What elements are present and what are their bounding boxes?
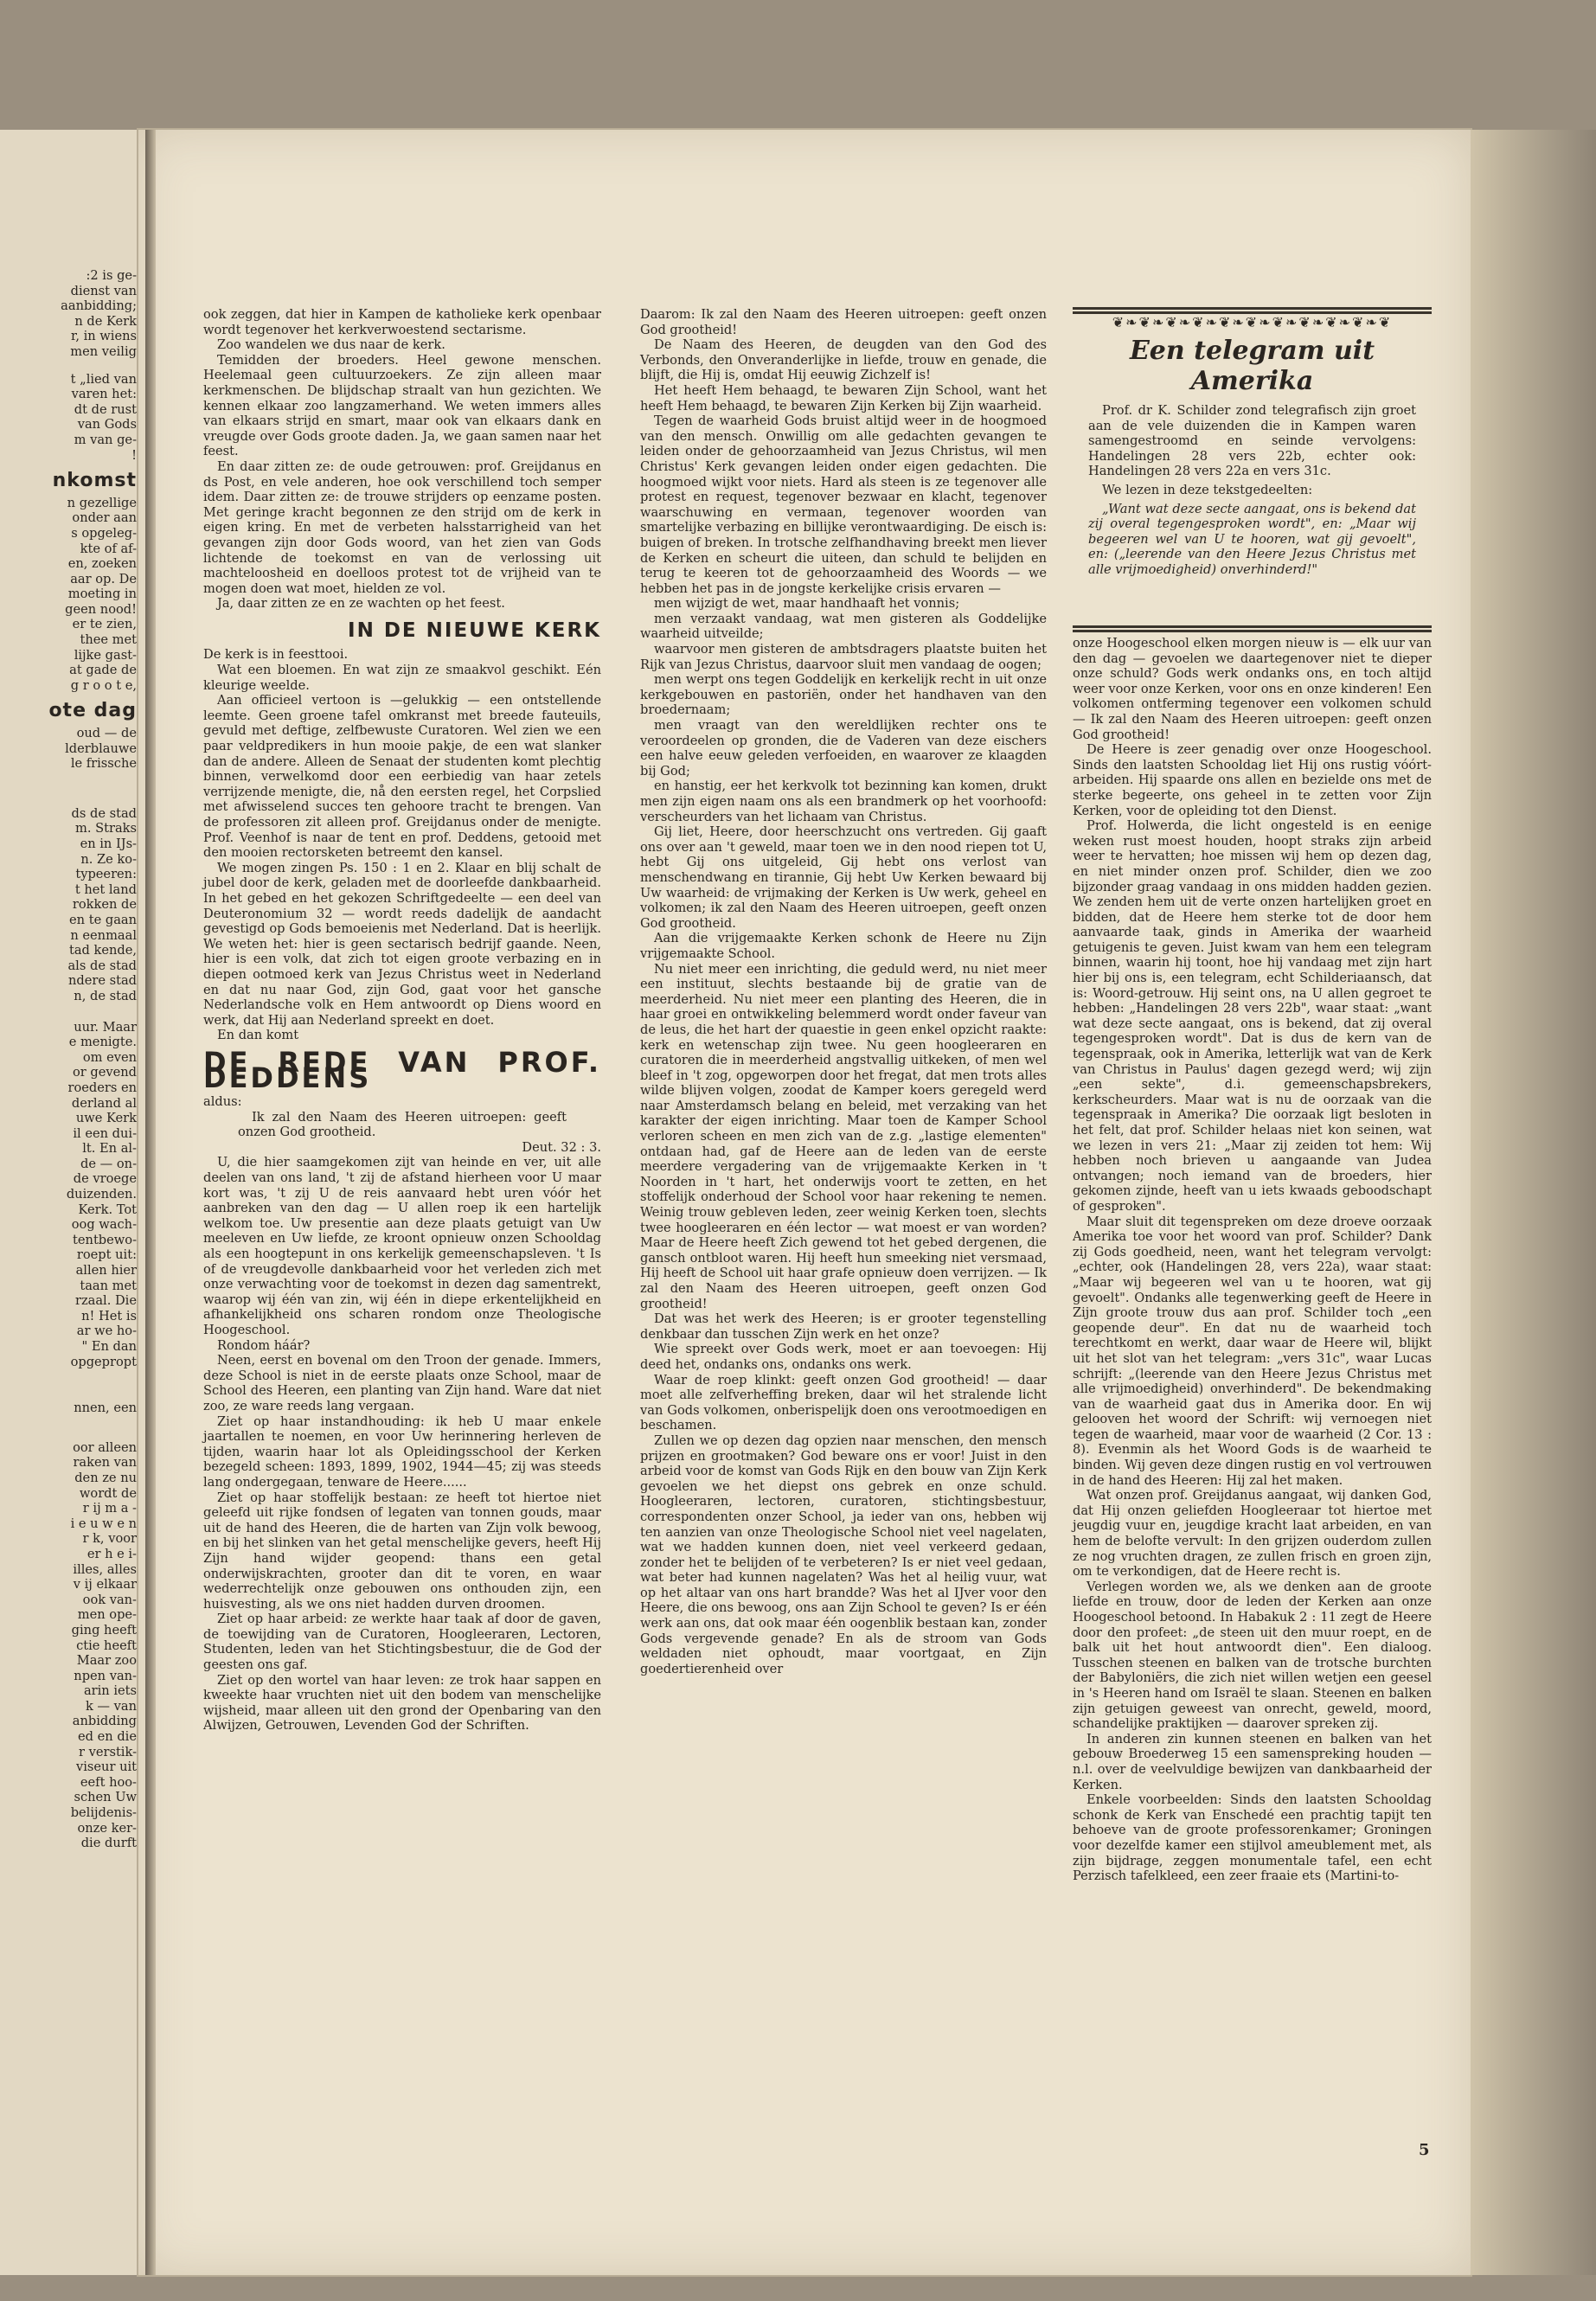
page-number: 5 bbox=[1419, 2141, 1430, 2159]
strip-heading: nkomst bbox=[52, 470, 137, 492]
strip-line: van Gods bbox=[77, 417, 137, 433]
ornament-border-top-icon: ❦❧❦❧❦❧❦❧❦❧❦❧❦❧❦❧❦❧❦❧❦ bbox=[1112, 314, 1393, 330]
strip-line: m van ge- bbox=[74, 432, 137, 447]
col2-para-11: Gij liet, Heere, door heerschzucht ons vertreden. Gij gaaft ons over aan 't geweld, maar toen we in den nood riepen tot U, hebt Gij ons uitgeleid, Gij hebt ons verlost van menschendwang en tirannie, Gij hebt Uw Kerken bewaard bij Uw waarheid: de vrijmaking der Kerken is Uw werk, geheel en volkomen; ik zal den Naam des Heeren uitroepen, geeft onzen God grootheid. bbox=[640, 824, 1047, 931]
strip-line: als de stad bbox=[67, 958, 137, 973]
strip-line: n gezellige bbox=[67, 495, 137, 510]
col1-para-9: We mogen zingen Ps. 150 : 1 en 2. Klaar en blij schalt de jubel door de kerk, geladen met de doorleefde dankbaarheid. In het gebed en het gekozen Schriftgedeelte — een deel van Deuteronomium 32 — wordt reeds dadelijk de aandacht gevestigd op Gods bemoeienis met Nederland. Dat is heerlijk. We weten het: hier is geen sectarisch bedrijf gaande. Neen, hier is een volk, dat zich tot eigen groote verbazing en in diepen ootmoed kerk van Jezus Christus weet in Nederland en dat nu naar God, zijn God, gaat voor het gansche Nederlandsche volk en Hem antwoordt op Diens woord en werk, dat Hij aan Nederland spreekt en doet. bbox=[203, 860, 601, 1028]
strip-line: ! bbox=[131, 447, 137, 463]
strip-line: en, zoeken bbox=[67, 556, 137, 572]
column-4 bbox=[1073, 636, 1432, 1884]
strip-line: roept uit: bbox=[76, 1247, 137, 1263]
col4-para-6: Verlegen worden we, als we denken aan de groote liefde en trouw, door de leden der Kerken aan onze Hoogeschool betoond. In Habakuk 2 : 11 zegt de Heere door den profeet: „de steen uit den muur roept, en de balk uit het hout antwoordt dien". Een dialoog. Tusschen steenen en balken van de trotsche burchten der Babyloniërs, die zich niet willen wetjen een geesel in 's Heeren hand om Israël te slaan. Steenen en balken zijn getuigen geweest van onrecht, geweld, moord, schandelijke praktijken — daarover spreken zij. bbox=[1073, 1579, 1432, 1732]
col2-para-8: men werpt ons tegen Goddelijk en kerkelijk recht in uit onze kerkgebouwen en pastoriën, onder het handhaven van den broedernaam; bbox=[640, 672, 1047, 718]
strip-line: varen het: bbox=[71, 387, 137, 402]
strip-line: r k, voor bbox=[82, 1531, 137, 1547]
column-2 bbox=[640, 307, 1047, 1676]
strip-line: men veilig bbox=[70, 343, 137, 359]
col4-para-5: Wat onzen prof. Greijdanus aangaat, wij danken God, dat Hij onzen geliefden Hoogleeraar tot hiertoe met jeugdig vuur en, jeugdige kracht laat arbeiden, en van hem de belofte vervult: In den grijzen ouderdom zullen ze nog vruchten dragen, ze zullen frisch en groen zijn, om te verkondigen, dat de Heere recht is. bbox=[1073, 1488, 1432, 1580]
strip-line: en te gaan bbox=[69, 912, 137, 927]
strip-line: k — van bbox=[85, 1698, 137, 1714]
strip-line: r ij m a - bbox=[82, 1501, 137, 1516]
strip-line: uwe Kerk bbox=[75, 1111, 137, 1126]
strip-line: rzaal. Die bbox=[74, 1293, 137, 1309]
col1-para-15: Ziet op haar stoffelijk bestaan: ze heeft tot hiertoe niet geleefd uit rijke fondsen of legaten van tonnen gouds, maar uit de hand des Heeren, die de harten van Zijn volk bewoog, en bij het slinken van het getal menschelijke gevers, heeft Hij Zijn hand wijder geopend: thans een getal onderwijskrachten, grooter dan dit te voren, en waar wederrechtelijk onze gebouwen ons onthouden zijn, een huisvesting, als we ons niet hadden durven droomen. bbox=[203, 1490, 601, 1612]
strip-line: schen Uw bbox=[74, 1790, 137, 1805]
strip-line: dienst van bbox=[70, 283, 137, 298]
strip-line: ds de stad bbox=[71, 805, 137, 821]
col2-para-2: De Naam des Heeren, de deugden van den God des Verbonds, den Onveranderlijke in liefde, trouw en genade, die blijft, die Hij is, omdat Hij eeuwig Zichzelf is! bbox=[640, 337, 1047, 383]
col4-para-3: Prof. Holwerda, die licht ongesteld is en eenige weken rust moest houden, hoopt straks zijn arbeid weer te hervatten; hoe missen wij hem op dezen dag, en niet minder onzen prof. Schilder, dien we zoo bijzonder graag vandaag in ons midden hadden gezien. We zenden hem uit de verte onzen hartelijken groet en bidden, dat de Heere hem sterke tot de door hem aanvaarde taak, ginds in Amerika der waarheid getuigenis te geven. Juist kwam van hem een telegram binnen, waarin hij toont, hoe hij vandaag met zijn hart hier bij ons is, een telegram, echt Schilderiaansch, dat is: Woord-getrouw. Hij seint ons, na U allen gegroet te hebben: „Handelingen 28 vers 22b", waar staat: „want wat deze secte aangaat, ons is bekend, dat zij overal tegengesproken wordt". Dat is dus de kern van de tegenspraak, ook in Amerika, letterlijk wat van de Kerk van Christus in Paulus' dagen gezegd werd; wij zijn „een sekte", d.i. gemeenschapsbrekers, kerkscheurders. Maar wat is nu de oorzaak van die tegenspraak in Amerika? Die oorzaak ligt besloten in het felt, dat prof. Schilder helaas niet kon seinen, wat we lezen in vers 21: „Maar zij zeiden tot hem: Wij hebben noch brieven u aangaande van Judea ontvangen; noch iemand van de broeders, hier gekomen zijnde, heeft van u iets kwaads geboodschapt of gesproken". bbox=[1073, 818, 1432, 1214]
strip-line: t „lied van bbox=[70, 371, 137, 387]
col2-para-14: Dat was het werk des Heeren; is er grooter tegenstelling denkbaar dan tusschen Zijn werk en het onze? bbox=[640, 1311, 1047, 1342]
strip-line: duizenden. bbox=[66, 1187, 137, 1202]
strip-line: oog wach- bbox=[71, 1217, 137, 1233]
strip-line: die durft bbox=[80, 1836, 137, 1851]
strip-line: oud — de bbox=[76, 726, 137, 741]
col1-para-5: Ja, daar zitten ze en ze wachten op het feest. bbox=[217, 596, 505, 612]
strip-line: g r o o t e, bbox=[70, 677, 137, 693]
strip-line: ging heeft bbox=[71, 1622, 137, 1638]
strip-line: n. Ze ko- bbox=[80, 851, 137, 867]
strip-line: nnen, een bbox=[74, 1400, 137, 1416]
strip-line: Maar zoo bbox=[76, 1653, 137, 1669]
strip-line: arin iets bbox=[83, 1683, 137, 1699]
column-1 bbox=[203, 307, 601, 1734]
strip-line: n de Kerk bbox=[74, 313, 137, 329]
col2-para-13: Nu niet meer een inrichting, die geduld werd, nu niet meer een instituut, slechts bestaande bij de gratie van de meerderheid. Nu niet meer een planting des Heeren, die in haar groei en ontwikkeling belemmerd wordt onder faveur van de leus, die het hart der quaestie in geen enkel opzicht raakte: kerk en wetenschap zijn twee. Nu geen hoogleeraren en curatoren die in meerderheid angstvallig uitkeken, of men wel bleef in 't zog, opgeworpen door het fregat, dat men trots alles wilde blijven volgen, zoodat de Kamper koers geregeld werd naar Amsterdamsch belang en beleid, met verzaking van het karakter der eigen inrichting. Maar toen de Kamper School verloren scheen en men zich van de z.g. „lastige elementen" ontdaan had, gaf de Heere aan de leden van de eerste meerdere vergadering van de vrijgemaakte Kerken in 't Noorden in 't hart, het onderwijs voort te zetten, en het stoffelijk onderhoud der School voor haar rekening te nemen. Weinig trouw gebleven leden, zeer weinig Kerken toen, slechts twee hoogleeraren en één lector — wat moest er van worden? Maar de Heere heeft Zich gewend tot het gebed dergenen, die gansch ontbloot waren. Hij heeft hun smeeking niet versmaad, Hij heeft de School uit haar grafe opnieuw doen verrijzen. — Ik zal den Naam des Heeren uitroepen, geeft onzen God grootheid! bbox=[640, 961, 1047, 1311]
strip-line: n! Het is bbox=[81, 1308, 137, 1324]
col2-para-10: en hanstig, eer het kerkvolk tot bezinning kan komen, drukt men zijn eigen naam ons als een brandmerk op het voorhoofd: verscheurders van het lichaam van Christus. bbox=[640, 779, 1047, 824]
col1-para-6: De kerk is in feesttooi. bbox=[203, 647, 349, 663]
col4-para-2: De Heere is zeer genadig over onze Hoogeschool. Sinds den laatsten Schooldag liet Hij ons rustig vóórt-arbeiden. Hij spaarde ons allen en bezielde ons met de sterke begeerte, ons geheel in te zetten voor Zijn Kerken, voor de opleiding tot den Dienst. bbox=[1073, 742, 1432, 818]
strip-line: :2 is ge- bbox=[86, 268, 137, 283]
strip-line: " En dan bbox=[81, 1339, 137, 1354]
col1-para-16: Ziet op haar arbeid: ze werkte haar taak af door de gaven, de toewijding van de Curatoren, Hoogleeraren, Lectoren, Studenten, leden van het Stichtingsbestuur, die de God der geesten ons gaf. bbox=[203, 1612, 601, 1673]
strip-line: ook van- bbox=[82, 1592, 137, 1607]
strip-line: er te zien, bbox=[72, 617, 137, 632]
strip-line: den ze nu bbox=[74, 1470, 137, 1485]
strip-line: tentbewo- bbox=[73, 1232, 137, 1247]
col4-para-1: onze Hoogeschool elken morgen nieuw is — elk uur van den dag — gevoelen we daartegenover niet te dieper onze schuld? Gods werk ondanks ons, en toch altijd weer voor onze Kerken, voor ons en onze kinderen! Een volkomen ontferming tegenover een volkomen schuld — Ik zal den Naam des Heeren uitroepen: geeft onzen God grootheid! bbox=[1073, 636, 1432, 742]
strip-line: n, de stad bbox=[74, 988, 137, 1003]
col2-para-5: men wijzigt de wet, maar handhaaft het vonnis; bbox=[654, 596, 960, 612]
col1-quote-ref: Deut. 32 : 3. bbox=[522, 1139, 601, 1155]
strip-line: onder aan bbox=[72, 510, 137, 526]
strip-line: typeeren: bbox=[75, 867, 137, 882]
col2-para-15: Wie spreekt over Gods werk, moet er aan toevoegen: Hij deed het, ondanks ons, ondanks ons werk. bbox=[640, 1342, 1047, 1372]
strip-line: lderblauwe bbox=[65, 740, 137, 756]
col1-para-4: En daar zitten ze: de oude getrouwen: prof. Greijdanus en ds Post, en vele anderen, hoe ook verschillend toch semper idem. Daar zitten ze: de trouwe strijders op eenzame posten. Met geringe kracht begonnen ze den strijd om de kerk in eigen kring. En met de verbeten halsstarrigheid van het gevangen zijn door Gods woord, van het zien van Gods lichtende de toekomst en van de verlossing uit machteloosheid en doelloos protest tot de vrijheid van te mogen doen wat moet, hielden ze vol. bbox=[203, 458, 601, 596]
col2-para-9: men vraagt van den wereldlijken rechter ons te veroordeelen op gronden, die de Vaderen van deze eischers een halve eeuw geleden verfoeiden, en waarover ze klaagden bij God; bbox=[640, 718, 1047, 779]
strip-line: r verstik- bbox=[78, 1744, 137, 1759]
col1-para-17: Ziet op den wortel van haar leven: ze trok haar sappen en kweekte haar vruchten niet uit den bodem van menschelijke wijsheid, maar alleen uit den grond der Openbaring van den Alwijzen, Getrouwen, Levenden God der Schriften. bbox=[203, 1672, 601, 1734]
col1-para-12: Rondom háár? bbox=[217, 1337, 311, 1353]
cropped-left-column bbox=[7, 268, 137, 1851]
strip-line: men ope- bbox=[77, 1607, 137, 1623]
col4-para-8: Enkele voorbeelden: Sinds den laatsten Schooldag schonk de Kerk van Enschedé een prachtig tapijt ten behoeve van de groote professorenkamer; Groningen voor dezelfde kamer een stijlvol ameublement met, als zijn bijdrage, zeggen monumentale tafel, een echt Perzisch tafelkleed, een zeer fraaie ets (Martini-to- bbox=[1073, 1792, 1432, 1884]
strip-line: er h e i- bbox=[87, 1546, 137, 1561]
strip-line: lijke gast- bbox=[74, 647, 137, 663]
strip-line: le frissche bbox=[70, 756, 137, 772]
strip-line: at gade de bbox=[69, 663, 137, 678]
telegram-para-1: Prof. dr K. Schilder zond telegrafisch zijn groet aan de vele duizenden die in Kampen waren samengestroomd en seinde vervolgens: Handelingen 28 vers 22b, echter ook: Handelingen 28 vers 22a en vers 31c. bbox=[1088, 403, 1416, 479]
strip-line: moeting in bbox=[67, 586, 137, 602]
strip-line: i e u w e n bbox=[70, 1516, 137, 1531]
col2-para-6: men verzaakt vandaag, wat men gisteren als Goddelijke waarheid uitveilde; bbox=[640, 611, 1047, 642]
strip-line: dt de rust bbox=[74, 401, 137, 417]
strip-line: ndere stad bbox=[67, 973, 137, 989]
strip-line: n eenmaal bbox=[70, 927, 137, 943]
strip-line: belijdenis- bbox=[70, 1805, 137, 1821]
strip-line: taan met bbox=[80, 1278, 137, 1293]
strip-line: raken van bbox=[73, 1455, 137, 1471]
col1-para-2: Zoo wandelen we dus naar de kerk. bbox=[217, 337, 445, 353]
col2-para-7: waarvoor men gisteren de ambtsdragers plaatste buiten het Rijk van Jezus Christus, daarvoor sluit men vandaag de oogen; bbox=[640, 642, 1047, 672]
strip-line: roeders en bbox=[67, 1080, 137, 1095]
col1-para-10: En dan komt bbox=[217, 1028, 299, 1043]
strip-line: uur. Maar bbox=[74, 1019, 137, 1035]
page-edge bbox=[1471, 130, 1596, 2275]
telegram-quote: „Want wat deze secte aangaat, ons is bekend dat zij overal tegengesproken wordt", en: „Maar wij begeeren wel van U te hooren, wat gij gevoelt", en: („leerende van den Heere Jezus Christus met alle vrijmoedigheid) onverhinderd!" bbox=[1088, 501, 1416, 577]
telegram-para-2: We lezen in deze tekstgedeelten: bbox=[1102, 482, 1313, 497]
strip-line: kte of af- bbox=[80, 541, 137, 556]
col1-para-8: Aan officieel vertoon is —gelukkig — een ontstellende leemte. Geen groene tafel omkranst met breede fauteuils, gevuld met deftige, zelfbewuste Curatoren. Wel zien we een paar veldpredikers in hun mooie pakje, de een wat slanker dan de andere. Alleen de Senaat der studenten komt plechtig binnen, verwelkomd door een eerbiedig van haar zetels verrijzende menigte, die, nå den eersten regel, het Corpslied met afwisselend succes ten gehoore tracht te brengen. Van de professoren zit alleen prof. Greijdanus onder de menigte. Prof. Veenhof is naar de tent en prof. Deddens, getooid met den mooien rectorsketen betreemt den kansel. bbox=[203, 693, 601, 861]
page-fold bbox=[145, 130, 156, 2275]
strip-line: derland al bbox=[71, 1095, 137, 1111]
strip-line: geen nood! bbox=[65, 601, 137, 617]
strip-line: or gevend bbox=[72, 1065, 137, 1080]
col1-para-13: Neen, eerst en bovenal om den Troon der genade. Immers, deze School is niet in de eerste plaats onze School, maar de School des Heeren, een planting van Zijn hand. Ware dat niet zoo, ze ware reeds lang vergaan. bbox=[203, 1353, 601, 1413]
telegram-title: Een telegram uit Amerika bbox=[1129, 336, 1375, 396]
heading-rede-deddens: DE REDE VAN PROF. DEDDENS bbox=[203, 1045, 601, 1094]
telegram-box bbox=[1073, 307, 1432, 632]
strip-line: oor alleen bbox=[73, 1439, 137, 1455]
strip-line: thee met bbox=[80, 632, 137, 648]
strip-line: ar we ho- bbox=[76, 1324, 137, 1339]
col1-para-11: U, die hier saamgekomen zijt van heinde en ver, uit alle deelen van ons land, 't zij de afstand hierheen voor U maar kort was, 't zij U de reis aanvaard hebt uren vóór het aanbreken van den dag — U allen roep ik een hartelijk welkom toe. Uw presentie aan deze plaats getuigt van Uw meeleven en Uw liefde, ze kroont opnieuw onzen Schooldag als een hoogtepunt in ons kerkelijk gemeenschapsleven. 't Is of de vreugdevolle dankbaarheid voor het verleden zich met onze verwachting voor de toekomst in dezen dag samentrekt, waarop wij één van zin, wij één in diepe erkentelijkheid en afhankelijkheid ons scharen rondom onze Theologische Hoogeschool. bbox=[203, 1155, 601, 1337]
strip-line: onze ker- bbox=[77, 1820, 137, 1836]
col2-para-17: Zullen we op dezen dag opzien naar menschen, den mensch prijzen en grootmaken? God beware ons er voor! Juist in den arbeid voor de komst van Gods Rijk en den bouw van Zijn Kerk gevoelen we het diepst ons gebrek en onze schuld. Hoogleeraren, lectoren, curatoren, stichtingsbestuur, correspondenten onzer School, ja ieder van ons, hebben wij ten aanzien van onze Theologische School niet veel nagelaten, wat we hadden kunnen doen, niet veel verkeerd gedaan, zonder het te belijden of te verbeteren? Is er niet veel gedaan, wat beter had kunnen nagelaten? Was het al heilig vuur, wat op het altaar van ons hart brandde? Was het al IJver voor den Heere, die ons bewoog, ons aan Zijn School te geven? Is er één werk aan ons, dat ook maar één oogenblik bestaan kan, zonder Gods vergevende genade? En als de stroom van Gods weldaden niet ophoudt, maar voortgaat, en Zijn goedertierenheid over bbox=[640, 1433, 1047, 1676]
col1-text-quote: Ik zal den Naam des Heeren uitroepen: geeft onzen God grootheid. bbox=[238, 1109, 567, 1140]
strip-line: wordt de bbox=[79, 1485, 137, 1501]
strip-line: viseur uit bbox=[76, 1759, 137, 1775]
strip-line: m. Straks bbox=[75, 821, 137, 836]
heading-nieuwe-kerk: IN DE NIEUWE KERK bbox=[348, 619, 601, 642]
strip-line: anbidding bbox=[72, 1714, 137, 1729]
col1-para-1: ook zeggen, dat hier in Kampen de katholieke kerk openbaar wordt tegenover het kerkverwoestend sectarisme. bbox=[203, 307, 601, 337]
strip-line: t het land bbox=[74, 881, 137, 897]
strip-heading: ote dag bbox=[48, 700, 137, 722]
col2-para-12: Aan die vrijgemaakte Kerken schonk de Heere nu Zijn vrijgemaakte School. bbox=[640, 931, 1047, 961]
strip-line: illes, alles bbox=[73, 1561, 137, 1577]
strip-line: ctie heeft bbox=[76, 1638, 137, 1653]
strip-line: eeft hoo- bbox=[80, 1774, 137, 1790]
col1-para-7: Wat een bloemen. En wat zijn ze smaakvol geschikt. Eén kleurige weelde. bbox=[203, 663, 601, 693]
strip-line: rokken de bbox=[72, 897, 137, 913]
col2-para-1: Daarom: Ik zal den Naam des Heeren uitroepen: geeft onzen God grootheid! bbox=[640, 307, 1047, 337]
strip-line: tad kende, bbox=[68, 943, 137, 958]
strip-line: e menigte. bbox=[68, 1035, 137, 1050]
strip-line: en in IJs- bbox=[80, 836, 137, 851]
col1-aldus: aldus: bbox=[203, 1094, 242, 1110]
col4-para-4: Maar sluit dit tegenspreken om deze droeve oorzaak Amerika toe voor het woord van prof. Schilder? Dank zij Gods goedheid, neen, want het telegram vervolgt: „echter, ook (Handelingen 28, vers 22a), waar staat: „Maar wij begeeren wel van u te hooren, wat gij gevoelt". Ondanks alle tegenwerking geeft de Heere in Zijn groote trouw dus aan prof. Schilder toch „een geopende deur". En dat nu de waarheid toch terechtkomt en werkt, daar waar de Heere wil, blijkt uit het slot van het telegram: „vers 31c", waar Lucas schrijft: „(leerende van den Heere Jezus Christus met alle vrijmoedigheid) onverhinderd". De bekendmaking van de waarheid gaat dus in Amerika door. En wij gelooven het woord der Schrift: wij vernoegen niet tegen de waarheid, maar voor de waarheid (2 Cor. 13 : 8). Evenmin als het Woord Gods is de waarheid te binden. Wij geven deze dingen rustig en vol vertrouwen in de hand des Heeren: Hij zal het maken. bbox=[1073, 1214, 1432, 1488]
strip-line: npen van- bbox=[74, 1668, 137, 1683]
strip-line: v ij elkaar bbox=[73, 1577, 137, 1593]
strip-line: r, in wiens bbox=[70, 329, 137, 344]
strip-line: opgepropt bbox=[70, 1354, 137, 1369]
strip-line: aanbidding; bbox=[61, 298, 137, 314]
col1-para-3: Temidden der broeders. Heel gewone menschen. Heelemaal geen cultuurzoekers. Ze zijn alleen maar kerkmenschen. De blijdschap straalt van hun gezichten. We kennen elkaar zoo langzamerhand. We weten immers alles van elkaars strijd en smart, maar ook van elkaars dank en vreugde over Gods groote daden. Ja, we gaan samen naar het feest. bbox=[203, 352, 601, 459]
col1-para-14: Ziet op haar instandhouding: ik heb U maar enkele jaartallen te noemen, en voor Uw herinnering herleven de tijden, waarin haar lot als Opleidingsschool der Kerken bezegeld scheen: 1893, 1899, 1902, 1944—45; zij was steeds lang ondergegaan, tenware de Heere...... bbox=[203, 1413, 601, 1490]
strip-line: allen hier bbox=[75, 1263, 137, 1279]
strip-line: ed en die bbox=[78, 1729, 137, 1745]
strip-line: aar op. De bbox=[70, 571, 137, 586]
strip-line: s opgeleg- bbox=[71, 525, 137, 541]
strip-line: de vroege bbox=[73, 1171, 137, 1187]
col2-para-16: Waar de roep klinkt: geeft onzen God grootheid! — daar moet alle zelfverheffing breken, daar wil het stralende licht van Gods volkomen, onberispelijk doen ons verootmoedigen en beschamen. bbox=[640, 1372, 1047, 1433]
strip-line: il een dui- bbox=[73, 1125, 137, 1141]
strip-line: lt. En al- bbox=[82, 1141, 137, 1157]
col4-para-7: In anderen zin kunnen steenen en balken van het gebouw Broederweg 15 een samenspreking houden — n.l. over de veelvuldige bewijzen van dankbaarheid der Kerken. bbox=[1073, 1731, 1432, 1792]
strip-line: om even bbox=[82, 1049, 137, 1065]
strip-line: de — on- bbox=[80, 1156, 137, 1171]
strip-line: Kerk. Tot bbox=[78, 1202, 137, 1217]
col2-para-3: Het heeft Hem behaagd, te bewaren Zijn School, want het heeft Hem behaagd, te bewaren Zijn Kerken bij Zijn waarheid. bbox=[640, 382, 1047, 413]
col2-para-4: Tegen de waarheid Gods bruist altijd weer in de hoogmoed van den mensch. Onwillig om alle gedachten gevangen te leiden onder de gehoorzaamheid van Jezus Christus, wil men Christus' Kerk gevangen leiden onder eigen gedachten. Die hoogmoed wijkt voor niets. Hard als steen is ze tegenover alle protest en request, tegenover bezwaar en klacht, tegenover waarschuwing en vermaan, tegenover woorden van smartelijke verbazing en billijke verontwaardiging. De eisch is: buigen of breken. In trotsche zelfhandhaving breekt men liever de Kerken en scheurt die uiteen, dan schuld te belijden en terug te keeren tot de gehoorzaamheid des Woords — we hebben het pas in de jongste kerkelijke crisis ervaren — bbox=[640, 413, 1047, 596]
